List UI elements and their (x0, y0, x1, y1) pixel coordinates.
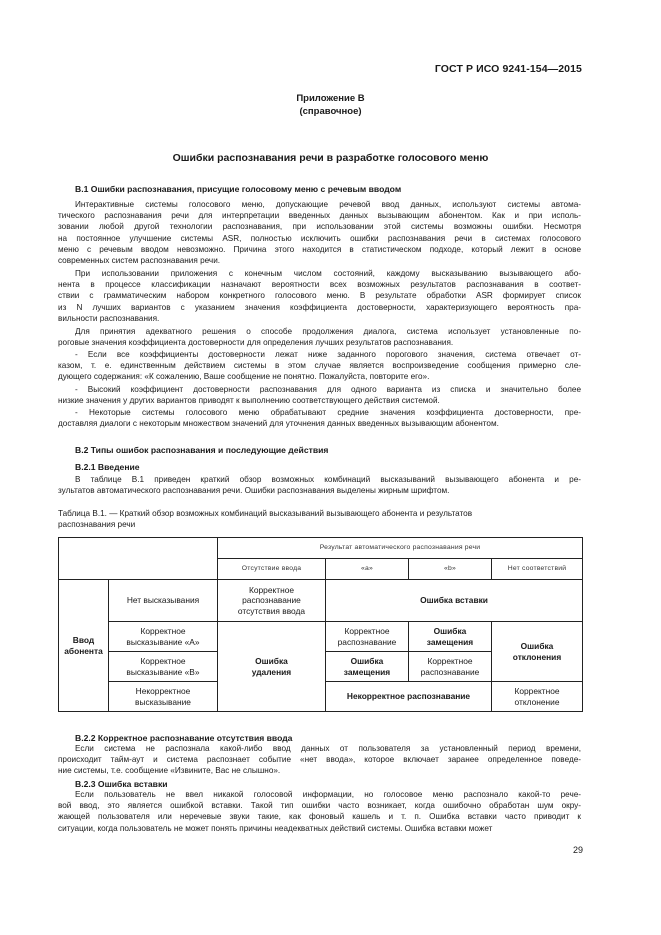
text-line: Корректное (140, 626, 186, 636)
text-line: Некорректное (135, 686, 191, 696)
text-line: вой ввод, это является ошибкой вставки. Такой тип ошибки часто возникает, когда ошибочно обработан шум окру- (58, 801, 581, 811)
paragraph-b21-1 (58, 474, 581, 496)
section-b22-heading: В.2.2 Корректное распознавание отсутствия ввода (75, 733, 293, 743)
paragraph-b1-1 (58, 199, 581, 266)
text-line: доставляя диалоги с некоторым множеством значений для уточнения данных введенных вызывающим абонентом. (58, 419, 499, 429)
text-line: жающей пользователя или неречевые звуки такие, как фоновый кашель и т. п. Ошибка вставки часто приводит к (58, 812, 581, 822)
text-line: Интерактивные системы голосового меню, допускающие речевой ввод данных, используют системы автома- (75, 200, 581, 209)
text-line: замещения (343, 666, 391, 677)
cell-rejection-error (492, 622, 583, 682)
section-b21-heading: В.2.1 Введение (75, 462, 140, 472)
paragraph-b22-1 (58, 743, 581, 777)
table-row-group-label (59, 580, 109, 712)
text-line: абонента (64, 645, 103, 656)
text-line: отсутствия ввода (237, 605, 306, 616)
text-line: замещения (426, 636, 474, 647)
text-line: Ошибка (350, 656, 384, 666)
table-row-correct-b (109, 652, 218, 682)
table-caption (58, 508, 581, 530)
text-line: Ввод (72, 635, 95, 645)
cell-a-substitution (409, 622, 492, 652)
table-col-b: «b» (409, 559, 492, 580)
text-line: высказывание «A» (126, 636, 200, 647)
text-line: низкие значения у других вариантов приводят к выполнению соответствующего действия системой. (58, 396, 440, 406)
paragraph-b1-3 (58, 326, 581, 348)
text-line: Если система не распознала какой-либо ввод данных от пользователя за установленный период времени, (75, 744, 581, 753)
text-line: При использовании приложения с конечным числом состояний, каждому высказыванию вызывающего або- (75, 269, 581, 278)
text-line: тического распознавания речи для интерпретации введенных данных вызывающим абонентом. Как и при исполь- (58, 211, 581, 221)
text-line: меню с речевым вводом невозможно. Причина этого находится в статистическом подходе, который лежит в основе (58, 244, 581, 254)
text-line: Корректное (140, 656, 186, 666)
text-line: Если пользователь не ввел никакой голосовой информации, но голосовое меню распознало какой-то рече- (75, 790, 581, 799)
standard-header: ГОСТ Р ИСО 9241-154—2015 (434, 63, 582, 75)
text-line: ситуации, когда пользователь не может понять причины неадекватных действий системы. Ошибка вставки может (58, 823, 493, 833)
table-row-no-utterance: Нет высказывания (109, 580, 218, 622)
text-line: Для принятия адекватного решения о способе продолжения диалога, система использует установленные по- (75, 327, 581, 336)
paragraph-b1-2 (58, 268, 581, 324)
text-line: - Если все коэффициенты достоверности лежат ниже заданного порогового значения, система отвечает от- (75, 350, 581, 359)
table-corner-cell (59, 538, 218, 580)
appendix-note: (справочное) (299, 106, 362, 117)
text-line: Корректное (344, 626, 390, 636)
text-line: высказывание (135, 696, 191, 707)
text-line: роговые значения коэффициента достоверности для определения лучших результатов распознавания. (58, 338, 454, 348)
table-b1 (58, 537, 583, 712)
text-line: - Высокий коэффициент достоверности распознавания для одного варианта из списка и значительно более (75, 385, 581, 394)
text-line: В таблице В.1 приведен краткий обзор возможных комбинаций высказываний вызывающего абонента и ре- (75, 475, 581, 484)
text-line: нента в процессе классификации назначают вероятности всех возможных результатов распознавания в соответ- (58, 280, 581, 290)
text-line: Ошибка (255, 656, 288, 666)
text-line: распознавания речи (58, 520, 136, 529)
table-col-absent: Отсутствие ввода (218, 559, 326, 580)
text-line: из N лучших вариантов с указанием значения коэффициента достоверности, характеризующего вероятность пра- (58, 302, 581, 312)
main-title: Ошибки распознавания речи в разработке голосового меню (172, 152, 489, 164)
paragraph-b23-1 (58, 789, 581, 834)
text-line: высказывание «B» (126, 666, 200, 677)
text-line: Корректное (427, 656, 473, 666)
paragraph-b1-4 (58, 349, 581, 383)
paragraph-b1-6 (58, 407, 581, 429)
text-line: - Некоторые системы голосового меню обрабатывают средние значения коэффициента достоверности, пре- (75, 408, 581, 417)
page-number: 29 (572, 845, 583, 855)
text-line: ствии с грамматическим набором конкретного голосового меню. В результате обработки ASR формирует список (58, 291, 581, 301)
text-line: Корректное (248, 584, 295, 595)
text-line: современных систем распознавания речи. (58, 256, 221, 266)
text-line: отклонения (512, 651, 562, 662)
cell-a-correct (326, 622, 409, 652)
text-line: на постоянное улучшение системы ASR, полностью исключить ошибки распознавания речи в системах голосового (58, 233, 581, 243)
text-line: зультатов автоматического распознавания речи. Ошибки распознавания выделены жирным шрифтом. (58, 486, 450, 496)
table-row-incorrect (109, 682, 218, 712)
text-line: Таблица В.1. — Краткий обзор возможных комбинаций высказываний вызывающего абонента и результатов (58, 509, 473, 518)
section-b2-heading: В.2 Типы ошибок распознавания и последующие действия (75, 445, 329, 455)
text-line: Ошибка (520, 641, 554, 651)
text-line: происходит тайм-аут и система распознает событие «нет ввода», которое включает заранее определенное поведе- (58, 755, 581, 765)
text-line: Ошибка (433, 626, 467, 636)
text-line: зовании любой другой технологии распознавания, при использовании этой системы возможны ошибки. Несмотря (58, 222, 581, 232)
section-b23-heading: В.2.3 Ошибка вставки (75, 779, 168, 789)
table-col-nomatch: Нет соответствий (492, 559, 583, 580)
text-line: распознавание (337, 636, 397, 647)
text-line: казом, т. е. единственным действием системы в этом случае является воспроизведение сообщения примерно сле- (58, 361, 581, 371)
table-result-header: Результат автоматического распознавания речи (218, 538, 583, 559)
cell-insertion-error: Ошибка вставки (326, 580, 583, 622)
text-line: вильности распознавания. (58, 313, 160, 323)
table-row-correct-a (109, 622, 218, 652)
cell-b-substitution (326, 652, 409, 682)
text-line: дующего содержания: «К сожалению, Ваше сообщение не понятно. Пожалуйста, повторите его». (58, 372, 430, 382)
text-line: ние системы, т.е. сообщение «Извините, Вас не слышно». (58, 766, 281, 776)
text-line: Корректное (514, 686, 560, 696)
text-line: распознавание (420, 666, 480, 677)
cell-correct-rejection (492, 682, 583, 712)
cell-incorrect-recognition: Некорректное распознавание (326, 682, 492, 712)
table-col-a: «a» (326, 559, 409, 580)
cell-deletion-error (218, 622, 326, 712)
appendix-label: Приложение В (296, 93, 365, 104)
text-line: распознавание (242, 595, 301, 606)
cell-correct-no-input (218, 580, 326, 622)
appendix-title (0, 92, 661, 118)
cell-b-correct (409, 652, 492, 682)
paragraph-b1-5 (58, 384, 581, 406)
section-b1-heading: В.1 Ошибки распознавания, присущие голосовому меню с речевым вводом (75, 184, 402, 194)
text-line: отклонение (514, 696, 560, 707)
text-line: удаления (251, 666, 292, 677)
